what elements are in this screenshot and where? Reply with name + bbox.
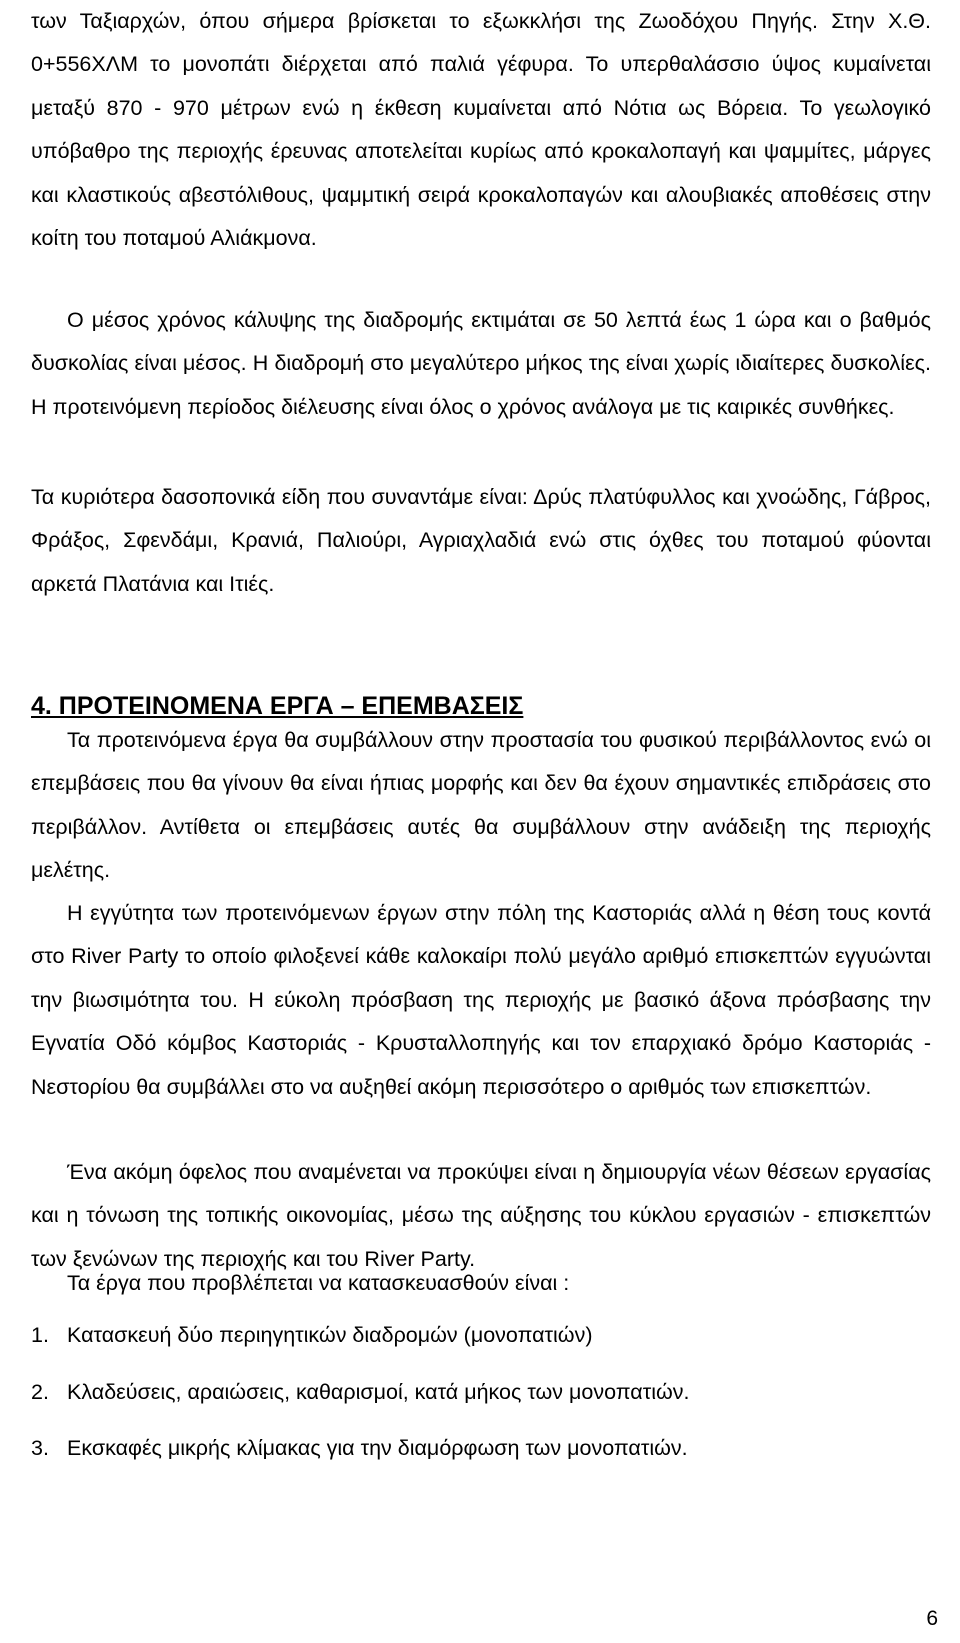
paragraph-proposed-works: Τα προτεινόμενα έργα θα συμβάλλουν στην προστασία του φυσικού περιβάλλοντος ενώ οι επεμβάσεις που θα γίνουν θα είναι ήπιας μορφής και δεν θα έχουν σημαντικές επιδράσεις στο περιβάλλον. Αντίθετα οι επεμβάσεις αυτές θα συμβάλλουν στην ανάδειξη της περιοχής μελέτης. bbox=[31, 728, 931, 883]
list-intro: Τα έργα που προβλέπεται να κατασκευασθούν είναι : bbox=[67, 1271, 570, 1295]
paragraph-route-description: των Ταξιαρχών, όπου σήμερα βρίσκεται το εξωκκλήσι της Ζωοδόχου Πηγής. Στην Χ.Θ. 0+556ΧΛΜ το μονοπάτι διέρχεται από παλιά γέφυρα. Το υπερθαλάσσιο ύψος κυμαίνεται μεταξύ 870 - 970 μέτρων ενώ η έκθεση κυμαίνεται από Νότια ως Βόρεια. Το γεωλογικό υπόβαθρο της περιοχής έρευνας αποτελείται κυρίως από κροκαλοπαγή και ψαμμίτες, μάργες και κλαστικούς αβεστόλιθους, ψαμμτική σειρά κροκαλοπαγών και αλουβιακές αποθέσεις στην κοίτη του ποταμού Αλιάκμονα. bbox=[31, 9, 931, 251]
list-item-number: 2. bbox=[31, 1380, 49, 1404]
paragraph-species: Τα κυριότερα δασοπονικά είδη που συναντάμε είναι: Δρύς πλατύφυλλος και χνοώδης, Γάβρος, Φράξος, Σφενδάμι, Κρανιά, Παλιούρι, Αγριαχλαδιά ενώ στις όχθες του ποταμού φύονται αρκετά Πλατάνια και Ιτιές. bbox=[31, 485, 931, 596]
list-item-text: Κατασκευή δύο περιηγητικών διαδρομών (μονοπατιών) bbox=[67, 1323, 593, 1347]
paragraph-benefit: Ένα ακόμη όφελος που αναμένεται να προκύψει είναι η δημιουργία νέων θέσεων εργασίας και η τόνωση της τοπικής οικονομίας, μέσω της αύξησης του κύκλου εργασιών - επισκεπτών των ξενώνων της περιοχής και του River Party. bbox=[31, 1160, 931, 1271]
list-item bbox=[31, 1320, 931, 1350]
paragraph-proximity: Η εγγύτητα των προτεινόμενων έργων στην πόλη της Καστοριάς αλλά η θέση τους κοντά στο River Party το οποίο φιλοξενεί κάθε καλοκαίρι πολύ μεγάλο αριθμό επισκεπτών εγγυώνται την βιωσιμότητα του. Η εύκολη πρόσβαση της περιοχής με βασικό άξονα πρόσβασης την Εγνατία Οδό κόμβος Καστοριάς - Κρυσταλλοπηγής και τον επαρχιακό δρόμο Καστοριάς - Νεστορίου θα συμβάλλει στο να αυξηθεί ακόμη περισσότερο ο αριθμός των επισκεπτών. bbox=[31, 901, 931, 1099]
list-item-text: Κλαδεύσεις, αραιώσεις, καθαρισμοί, κατά μήκος των μονοπατιών. bbox=[67, 1380, 690, 1404]
page-number: 6 bbox=[926, 1607, 938, 1630]
list-item-number: 1. bbox=[31, 1323, 49, 1347]
list-item-text: Εκσκαφές μικρής κλίμακας για την διαμόρφωση των μονοπατιών. bbox=[67, 1436, 688, 1460]
list-item bbox=[31, 1433, 931, 1463]
list-item bbox=[31, 1377, 931, 1407]
list-item-number: 3. bbox=[31, 1436, 49, 1460]
section-heading: 4. ΠΡΟΤΕΙΝΟΜΕΝΑ ΕΡΓΑ – ΕΠΕΜΒΑΣΕΙΣ bbox=[31, 692, 524, 720]
paragraph-duration: Ο μέσος χρόνος κάλυψης της διαδρομής εκτιμάται σε 50 λεπτά έως 1 ώρα και ο βαθμός δυσκολίας είναι μέσος. Η διαδρομή στο μεγαλύτερο μήκος της είναι χωρίς ιδιαίτερες δυσκολίες. Η προτεινόμενη περίοδος διέλευσης είναι όλος ο χρόνος ανάλογα με τις καιρικές συνθήκες. bbox=[31, 308, 931, 419]
